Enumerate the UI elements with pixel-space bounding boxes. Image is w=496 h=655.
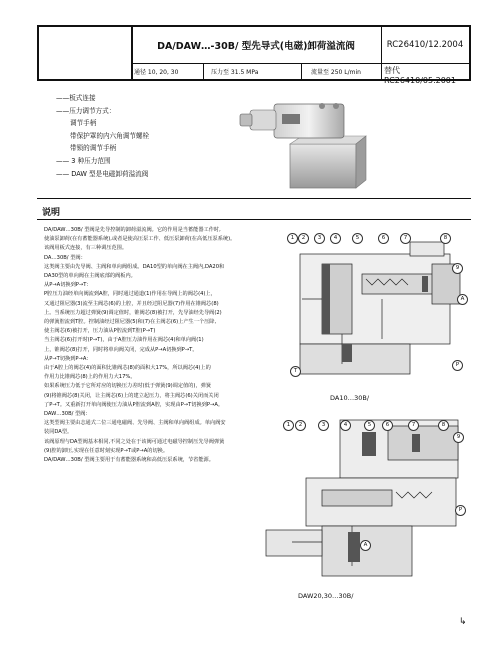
callout-label: 4	[340, 420, 351, 431]
description-line: 从P→T切换到P→A：	[44, 355, 92, 362]
callout-label: 5	[352, 233, 363, 244]
daw-section-diagram	[262, 412, 482, 584]
description-line: 该阀原理与DA型阀基本相同,不同之处在于该阀可通过电磁导控制压先导阀弹簧	[44, 438, 225, 445]
diagram-caption: DA10…30B/	[330, 394, 370, 402]
datasheet-header	[37, 25, 471, 85]
spec-row	[131, 63, 469, 85]
callout-label: 2	[298, 233, 309, 244]
feature-item: ——压力调节方式：	[56, 106, 116, 115]
flow-label: 流量至 250 L/min	[311, 69, 361, 76]
callout-label: 8	[438, 420, 449, 431]
callout-label: P	[452, 360, 463, 371]
description-line: P腔压力油经单向阀流到A腔，同时通过通道(1)作用在导阀上的阀芯(4)上，	[44, 291, 216, 298]
callout-label: 1	[283, 420, 294, 431]
callout-label: 6	[382, 420, 393, 431]
callout-label: 4	[330, 233, 341, 244]
description-line: DA30型的单向阀在主阀底部的阀板内。	[44, 273, 136, 280]
description-line: 的弹簧腔流到T腔。控制油经过阻尼器(5)和(7)在主阀芯(6)上产生一个压降,	[44, 319, 217, 326]
description-line: 从P→A切换到P→T：	[44, 282, 92, 289]
section-divider	[37, 219, 471, 220]
da10-section-diagram	[282, 224, 474, 389]
description-line: DAW…30B/ 型阀：	[44, 411, 91, 418]
description-line: 上，锥阀芯(8)打开，同时将单向阀关闭，完成从P→A切换到P→T。	[44, 346, 198, 353]
callout-label: 3	[318, 420, 329, 431]
callout-label: 8	[440, 233, 451, 244]
description-line: 这类型阀主要由志通式二位三通电磁阀、先导阀、主阀和单向阀组成。单向阀安	[44, 420, 226, 427]
feature-list	[56, 92, 149, 180]
callout-label: P	[455, 505, 466, 516]
logo-box	[39, 27, 133, 79]
callout-label: 9	[453, 432, 464, 443]
description-line: 装同DA型。	[44, 429, 73, 436]
path-size-label: 通径 10, 20, 30	[134, 69, 179, 76]
document-code: RC26410/12.2004	[386, 40, 464, 50]
feature-item: 带保护罩的内六角调节螺栓	[70, 131, 150, 140]
callout-label: 7	[400, 233, 411, 244]
section-title: 说明	[42, 208, 61, 218]
feature-item: —— 3 种压力范围	[56, 156, 111, 165]
feature-item: 调节手柄	[70, 119, 97, 128]
pressure-label: 压力至 31.5 MPa	[211, 69, 259, 76]
description-text	[44, 226, 274, 465]
description-line: (9)将锥阀芯(8)关闭，让主阀芯(6)上的建立起压力，将主阀芯(6)关闭而关闭	[44, 392, 219, 399]
feature-item: —— DAW 型是电磁卸荷溢流阀	[56, 169, 149, 178]
diagram-caption: DAW20,30…30B/	[298, 592, 354, 600]
description-line: 使油泵卸荷(在有蓄能器系统),或者是使高压泵工作、低压泵卸荷(在高低压泵系统)。	[44, 236, 236, 243]
description-line: DA/DAW…30B/ 型阀是先导控制的卸荷溢流阀。它的作用是当蓄能器工作时,	[44, 227, 221, 233]
description-line: DA/DAW…30B/ 型阀主要用于有蓄能器系统和高低压泵系统，节省能源。	[44, 457, 214, 464]
callout-label: A	[457, 294, 468, 305]
description-line: 由于A腔上的阀芯(4)的面积比锥阀芯(8)的面积大17%，所以阀芯(4)上的	[44, 365, 211, 372]
callout-label: 9	[452, 263, 463, 274]
callout-label: 6	[378, 233, 389, 244]
callout-label: 5	[364, 420, 375, 431]
replaces-label: 替代 RC26410/05.2001	[384, 66, 456, 85]
callout-label: 7	[408, 420, 419, 431]
description-line: 了P→T。又重新打开单向阀使压力油从P腔流到A腔，实现由P→T切换到P→A。	[44, 401, 224, 408]
feature-item: ——板式连接	[56, 94, 96, 102]
description-line: 使主阀芯(6)被打开，压力油从P腔流到T腔(P→T)	[44, 328, 156, 335]
callout-label: 3	[314, 233, 325, 244]
description-line: 又通过阻尼器(3)流至主阀芯(6)的上腔，并且经过阻尼器(7)作用在锥阀芯(8)	[44, 300, 219, 307]
feature-item: 带锁的调节手柄	[70, 144, 117, 153]
callout-label: T	[290, 366, 301, 377]
section-divider	[37, 198, 471, 199]
description-line: DA…30B/ 型阀：	[44, 254, 86, 261]
callout-label: 1	[287, 233, 298, 244]
callout-label: A	[360, 540, 371, 551]
description-line: (9)腔的卸压,实现在任意时刻实现P→T或P→A的切换。	[44, 447, 169, 454]
page-mark: ↳	[459, 617, 467, 627]
valve-product-image	[232, 92, 367, 192]
description-line: 作用力比锥阀芯(8)上的作用力大17%。	[44, 374, 136, 381]
description-line: 上。当系统压力超过弹簧(9)调定值时，锥阀芯(8)被打开，先导油经先导阀(2)	[44, 309, 222, 316]
description-line: 如果系统压力低于它所对应的切换压力差时(低于弹簧(9)调定值的)，弹簧	[44, 383, 212, 390]
document-title: DA/DAW…-30B/ 型先导式(电磁)卸荷溢流阀	[131, 27, 382, 63]
description-line: 该阀用板式连接，有三种调压范围。	[44, 245, 128, 252]
description-line: 这类阀主要由先导阀、主阀和单向阀组成。DA10型的单向阀在主阀内,DA20和	[44, 263, 225, 270]
description-line: 当主阀芯(6)打开时(P→T)，由于A腔压力油作用在阀芯(4)和单向阀(1)	[44, 337, 204, 344]
callout-label: 2	[295, 420, 306, 431]
